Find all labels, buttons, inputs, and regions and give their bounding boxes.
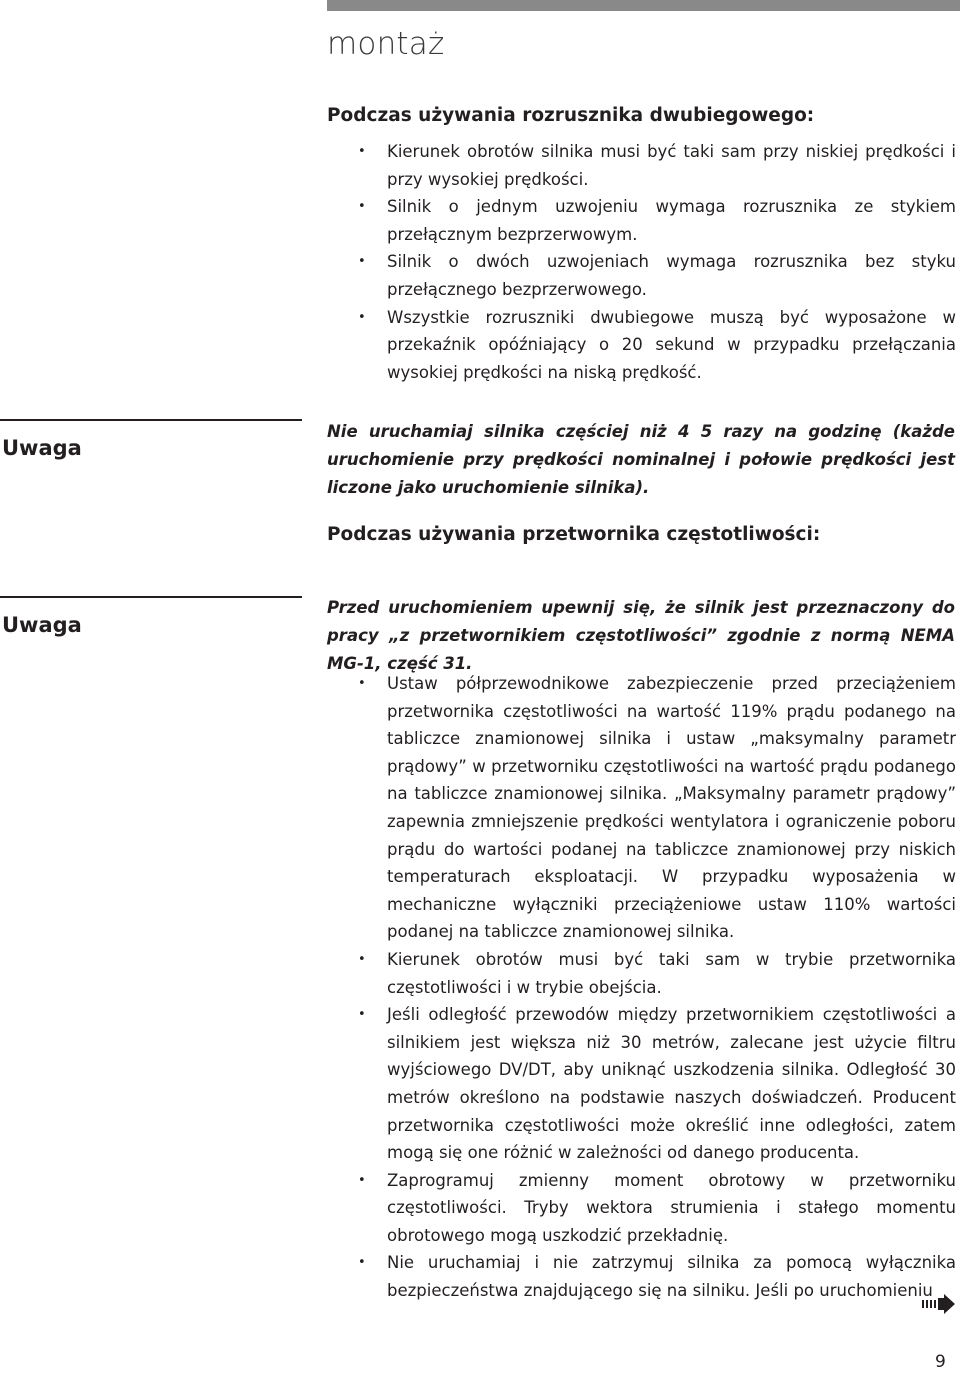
continue-arrow-icon	[922, 1293, 956, 1315]
list-item: • Wszystkie rozruszniki dwubiegowe muszą być wyposażone w przekaźnik opóźniający o 20 sekund w przypadku przełączania wysokiej prędkości na niską prędkość.	[358, 304, 956, 387]
list-item: • Silnik o dwóch uzwojeniach wymaga rozrusznika bez styku przełącznego bezprzerwowego.	[358, 248, 956, 303]
converter-list	[358, 670, 956, 1305]
list-item: • Silnik o jednym uzwojeniu wymaga rozrusznika ze stykiem przełącznym bezprzerwowym.	[358, 193, 956, 248]
header-bar	[327, 0, 960, 11]
list-item: • Jeśli odległość przewodów między przetwornikiem częstotliwości a silnikiem jest większa niż 30 metrów, zalecane jest użycie filtru wyjściowego DV/DT, aby uniknąć uszkodzenia silnika. Odległość 30 metrów określono na podstawie naszych doświadczeń. Producent przetwornika częstotliwości może określić inne odległości, zatem mogą się one różnić w zależności od danego producenta.	[358, 1001, 956, 1167]
list-item: • Kierunek obrotów silnika musi być taki sam przy niskiej prędkości i przy wysokiej prędkości.	[358, 138, 956, 193]
two-speed-heading: Podczas używania rozrusznika dwubiegowego:	[327, 105, 815, 126]
page-number: 9	[935, 1352, 946, 1372]
note-text: Nie uruchamiaj silnika częściej niż 4 5 razy na godzinę (każde uruchomienie przy prędkości nominalnej i połowie prędkości jest liczone jako uruchomienie silnika).	[327, 422, 955, 497]
list-item: • Zaprogramuj zmienny moment obrotowy w przetworniku częstotliwości. Tryby wektora strumienia i stałego momentu obrotowego mogą uszkodzić przekładnię.	[358, 1167, 956, 1250]
note-divider	[0, 419, 302, 421]
list-item: • Ustaw półprzewodnikowe zabezpieczenie przed przeciążeniem przetwornika częstotliwości na wartość 119% prądu podanego na tabliczce znamionowej silnika i ustaw „maksymalny parametr prądowy” w przetworniku częstotliwości na wartość prądu podanego na tabliczce znamionowej silnika. „Maksymalny parametr prądowy” zapewnia zmniejszenie prędkości wentylatora i ograniczenie poboru prądu do wartości podanej na tabliczce znamionowej przy niskich temperaturach eksploatacji. W przypadku wyposażenia w mechaniczne wyłączniki przeciążeniowe ustaw 110% wartości podanej na tabliczce znamionowej silnika.	[358, 670, 956, 946]
note-label: Uwaga	[2, 613, 82, 637]
list-item: • Nie uruchamiaj i nie zatrzymuj silnika za pomocą wyłącznika bezpieczeństwa znajdującego się na silniku. Jeśli po uruchomieniu	[358, 1249, 956, 1304]
note-label: Uwaga	[2, 436, 82, 460]
section-title: montaż	[327, 26, 445, 62]
note-text: Przed uruchomieniem upewnij się, że silnik jest przeznaczony do pracy „z przetwornikiem częstotliwości” zgodnie z normą NEMA MG-1, część 31.	[327, 598, 955, 673]
two-speed-list	[358, 138, 956, 386]
note-divider	[0, 596, 302, 598]
list-item: • Kierunek obrotów musi być taki sam w trybie przetwornika częstotliwości i w trybie obejścia.	[358, 946, 956, 1001]
converter-heading: Podczas używania przetwornika częstotliwości:	[327, 524, 821, 545]
